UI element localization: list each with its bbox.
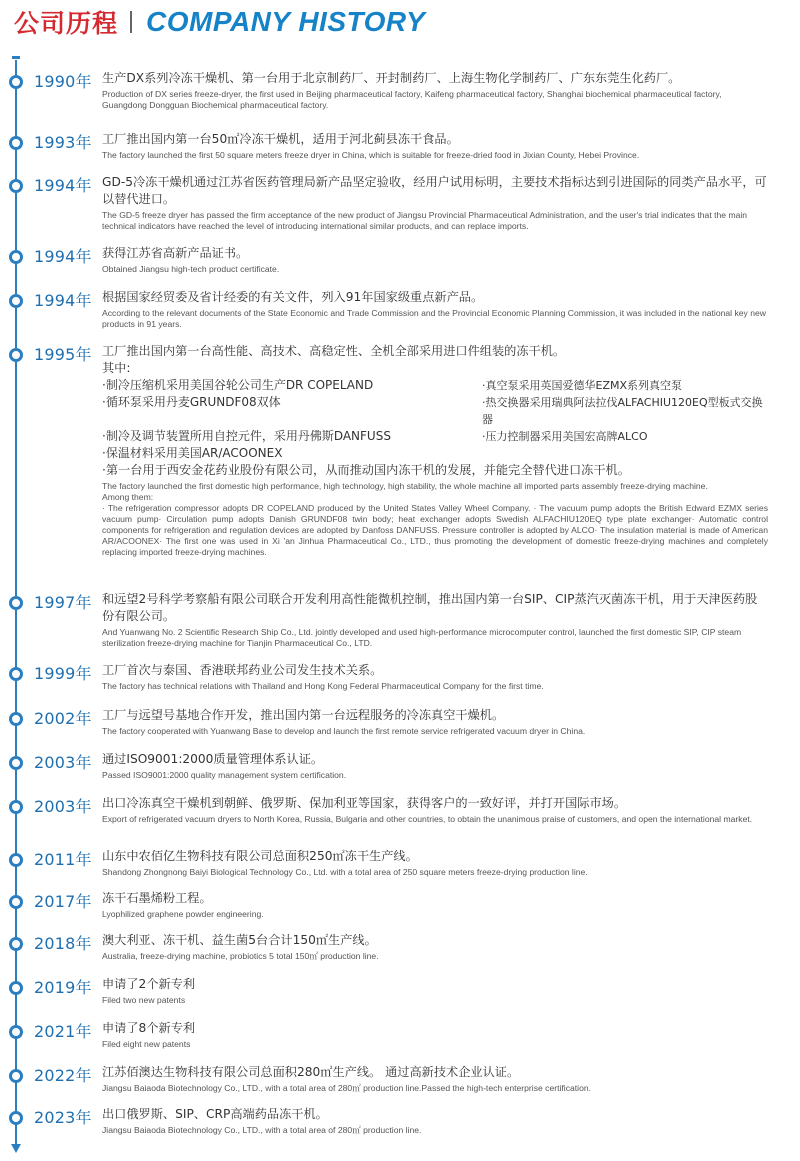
entry-year: 2023年 (34, 1108, 92, 1127)
entry-year: 1990年 (34, 72, 92, 91)
entry-year: 2002年 (34, 709, 92, 728)
entry-year: 2019年 (34, 978, 92, 997)
page-title-chinese: 公司历程 (14, 9, 119, 38)
timeline-dot-icon (9, 1111, 23, 1125)
entry-text-chinese: 申请了2个新专利 (102, 977, 196, 991)
timeline-dot-icon (9, 800, 23, 814)
timeline-dot-icon (9, 937, 23, 951)
entry-text-chinese: 山东中农佰亿生物科技有限公司总面积250㎡冻干生产线。 (102, 849, 418, 863)
entry-text-english: The GD-5 freeze dryer has passed the firm acceptance of the new product of Jiangsu Provincial Pharmaceutical Administration, and the user's trial indicates that the main technical indicators have reached the level of introducing international similar products, and can replace imports. (102, 210, 748, 231)
entry-text-english: Passed ISO9001:2000 quality management system certification. (102, 770, 347, 780)
entry-year: 1994年 (34, 176, 92, 195)
timeline-dot-icon (9, 853, 23, 867)
timeline-arrow-icon (11, 1144, 21, 1153)
entry-text-english: And Yuanwang No. 2 Scientific Research Ship Co., Ltd. jointly developed and used high-performance microcomputer control, launched the first domestic SIP, CIP steam sterilization freeze-drying machine for Tianjin Pharmaceutical Co., LTD. (102, 627, 742, 648)
entry-text-english: The factory launched the first 50 square meters freeze dryer in China, which is suitable for freeze-dried food in Jixian County, Hebei Province. (102, 150, 640, 160)
entry-year: 2003年 (34, 797, 92, 816)
entry-text-chinese: 通过ISO9001:2000质量管理体系认证。 (102, 752, 324, 766)
entry-text-english: Obtained Jiangsu high-tech product certificate. (102, 264, 280, 274)
entry-text-english: Lyophilized graphene powder engineering. (102, 909, 264, 919)
timeline-dot-icon (9, 250, 23, 264)
entry-year: 2018年 (34, 934, 92, 953)
entry-text-english: Shandong Zhongnong Baiyi Biological Technology Co., Ltd. with a total area of 250 square meters freeze-drying production line. (102, 867, 588, 877)
entry-year: 1994年 (34, 247, 92, 266)
entry-text-chinese: 出口俄罗斯、SIP、CRP高端药品冻干机。 (102, 1107, 328, 1121)
entry-text-english: Australia, freeze-drying machine, probiotics 5 total 150㎡ production line. (102, 951, 379, 961)
entry-text-chinese: 工厂首次与泰国、香港联邦药业公司发生技术关系。 (102, 663, 383, 677)
entry-year: 1995年 (34, 345, 92, 364)
list-item: ·保温材料采用美国AR/ACOONEX (102, 446, 283, 460)
entry-text-chinese: 和远望2号科学考察船有限公司联合开发利用高性能微机控制，推出国内第一台SIP、CIP蒸汽灭菌冻干机，用于天津医药股份有限公司。 (102, 592, 758, 623)
entry-year: 1994年 (34, 291, 92, 310)
entry-text-english: Filed two new patents (102, 995, 186, 1005)
timeline-dot-icon (9, 596, 23, 610)
timeline-dot-icon (9, 756, 23, 770)
list-item: ·制冷压缩机采用美国谷轮公司生产DR COPELAND (102, 378, 374, 392)
entry-text-chinese: 工厂推出国内第一台50㎡冷冻干燥机，适用于河北蓟县冻干食品。 (102, 132, 459, 146)
entry-text-english: The factory has technical relations with Thailand and Hong Kong Federal Pharmaceutical Company for the first time. (102, 681, 544, 691)
entry-text-english: According to the relevant documents of the State Economic and Trade Commission and the Provincial Economic Planning Commission, it was included in the national key new products in 91 years. (102, 308, 766, 329)
entry-text-chinese: 申请了8个新专利 (102, 1021, 196, 1035)
entry-detail-english: · The refrigeration compressor adopts DR COPELAND produced by the United States Valley Wheel Company. · The vacuum pump adopts the British Edward EZMX series vacuum pump· Circulation pump adopts Danish GRUNDF08 twin body; heat exchanger adopts Swedish ALFACHIU120EQ type plate exchanger· Automatic control components for refrigeration and regulation devices are adopted by Danfoss DANFUSS. Pressure controller is adopted by ALCO· The insulation material is made of American AR/ACOONEX· The first one was used in Xi 'an Jinhua Pharmaceutical Co., LTD., thus promoting the development of domestic freeze-drying machines and completely replacing imported freeze-drying machines. (102, 503, 768, 557)
entry-text-chinese: GD-5冷冻干燥机通过江苏省医药管理局新产品坚定验收，经用户试用标明，主要技术指标达到引进国际的同类产品水平，可以替代进口。 (102, 175, 767, 206)
timeline-dot-icon (9, 75, 23, 89)
timeline-dot-icon (9, 712, 23, 726)
entry-text-chinese: 工厂推出国内第一台高性能、高技术、高稳定性、全机全部采用进口件组装的冻干机。 (102, 344, 566, 358)
entry-sub-heading-english: Among them: (102, 492, 154, 502)
timeline-dot-icon (9, 667, 23, 681)
entry-text-chinese: 工厂与远望号基地合作开发，推出国内第一台远程服务的冷冻真空干燥机。 (102, 708, 505, 722)
entry-year: 2017年 (34, 892, 92, 911)
timeline-dot-icon (9, 1025, 23, 1039)
entry-text-chinese: 出口冷冻真空干燥机到朝鲜、俄罗斯、保加利亚等国家，获得客户的一致好评，并打开国际市场。 (102, 796, 627, 810)
list-item: ·真空泵采用英国爱德华EZMX系列真空泵 (482, 379, 683, 392)
entry-text-english: The factory cooperated with Yuanwang Base to develop and launch the first remote service refrigerated vacuum dryer in China. (102, 726, 586, 736)
timeline-dot-icon (9, 1069, 23, 1083)
list-item: ·压力控制器采用美国宏高牌ALCO (482, 430, 648, 443)
list-item: ·热交换器采用瑞典阿法拉伐ALFACHIU120EQ型板式交换器 (482, 396, 763, 426)
list-item: ·循环泵采用丹麦GRUNDF08双体 (102, 395, 281, 409)
entry-text-chinese: 生产DX系列冷冻干燥机、第一台用于北京制药厂、开封制药厂、上海生物化学制药厂、广东东莞生化药厂。 (102, 71, 681, 85)
entry-sub-heading: 其中: (102, 361, 131, 375)
entry-year: 2011年 (34, 850, 92, 869)
timeline-dot-icon (9, 179, 23, 193)
entry-year: 2021年 (34, 1022, 92, 1041)
component-list (102, 377, 768, 462)
entry-text-chinese-last: ·第一台用于西安金花药业股份有限公司，从而推动国内冻干机的发展，并能完全替代进口冻干机。 (102, 463, 630, 477)
page-title-english: COMPANY HISTORY (146, 6, 426, 37)
entry-year: 2003年 (34, 753, 92, 772)
entry-text-english: Export of refrigerated vacuum dryers to North Korea, Russia, Bulgaria and other countries, to obtain the unanimous praise of customers, and open the international market. (102, 814, 753, 824)
entry-text-english: Filed eight new patents (102, 1039, 191, 1049)
page-header (14, 4, 425, 40)
list-item: ·制冷及调节装置所用自控元件，采用丹佛斯DANFUSS (102, 429, 391, 443)
entry-text-chinese: 根据国家经贸委及省计经委的有关文件，列入91年国家级重点新产品。 (102, 290, 484, 304)
entry-text-chinese: 江苏佰澳达生物科技有限公司总面积280㎡生产线。 通过高新技术企业认证。 (102, 1065, 520, 1079)
entry-text-english: The factory launched the first domestic high performance, high technology, high stability, the whole machine all imported parts assembly freeze-drying machine. (102, 481, 708, 491)
entry-year: 1993年 (34, 133, 92, 152)
entry-text-english: Production of DX series freeze-dryer, the first used in Beijing pharmaceutical factory, Kaifeng pharmaceutical factory, Shanghai biochemical pharmaceutical factory, Guangdong Dongguan Biochemical pharmaceutical factory. (102, 89, 722, 110)
entry-text-english: Jiangsu Baiaoda Biotechnology Co., LTD., with a total area of 280㎡ production line. (102, 1125, 422, 1135)
timeline-dot-icon (9, 348, 23, 362)
entry-text-chinese: 冻干石墨烯粉工程。 (102, 891, 212, 905)
entry-text-chinese: 澳大利亚、冻干机、益生菌5台合计150㎡生产线。 (102, 933, 377, 947)
entry-text-english: Jiangsu Baiaoda Biotechnology Co., LTD., with a total area of 280㎡ production line.Passed the high-tech enterprise certification. (102, 1083, 592, 1093)
timeline-dot-icon (9, 136, 23, 150)
timeline-dot-icon (9, 981, 23, 995)
entry-text-chinese: 获得江苏省高新产品证书。 (102, 246, 249, 260)
title-divider (130, 11, 132, 33)
timeline-dot-icon (9, 895, 23, 909)
timeline-start-cap (12, 56, 20, 59)
entry-year: 2022年 (34, 1066, 92, 1085)
entry-year: 1997年 (34, 593, 92, 612)
entry-year: 1999年 (34, 664, 92, 683)
timeline-dot-icon (9, 294, 23, 308)
